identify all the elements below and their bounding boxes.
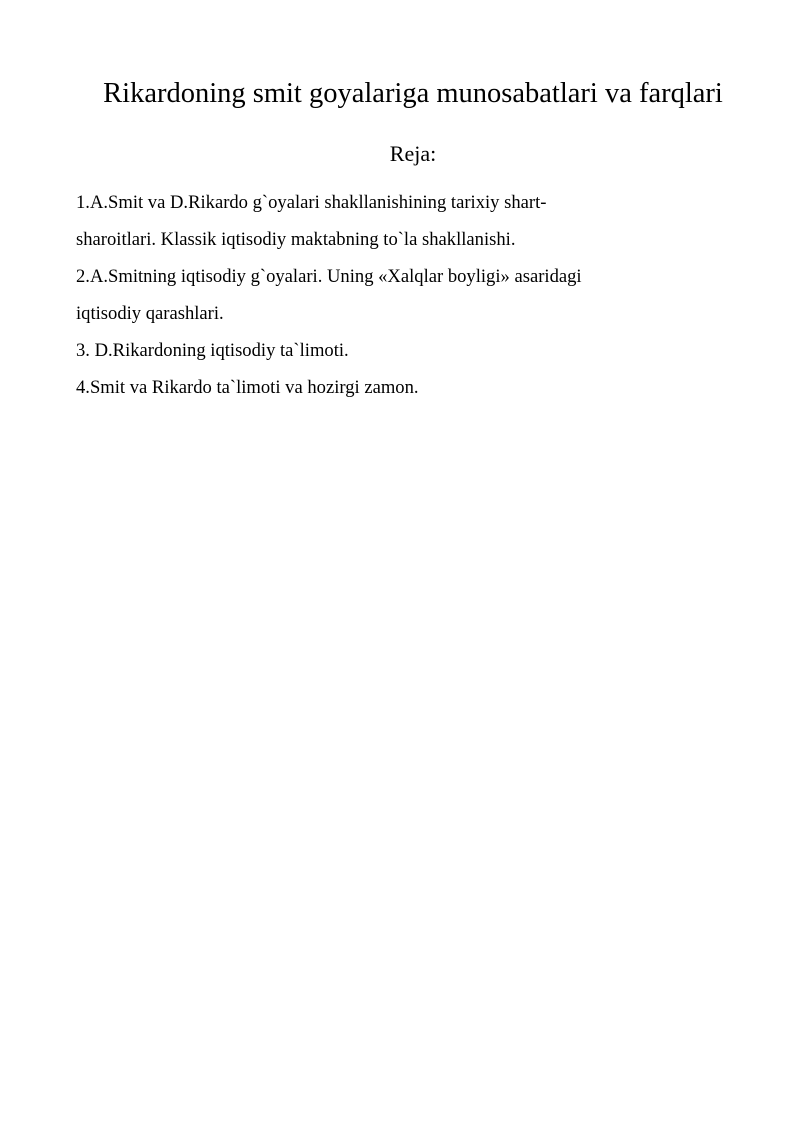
plan-item-1 xyxy=(76,184,756,258)
plan-heading: Reja: xyxy=(389,141,437,166)
plan-item-4 xyxy=(76,369,756,406)
plan-item-line: 4.Smit va Rikardo ta`limoti va hozirgi zamon. xyxy=(76,377,419,398)
plan-item-2 xyxy=(76,258,756,332)
plan-item-line: 1.A.Smit va D.Rikardo g`oyalari shakllanishining tarixiy shart- xyxy=(76,192,547,213)
plan-item-line: 3. D.Rikardoning iqtisodiy ta`limoti. xyxy=(76,340,349,361)
plan-item-line: 2.A.Smitning iqtisodiy g`oyalari. Uning «Xalqlar boyligi» asaridagi xyxy=(76,266,582,287)
plan-item-line: iqtisodiy qarashlari. xyxy=(76,303,224,324)
plan-item-line: sharoitlari. Klassik iqtisodiy maktabning to`la shakllanishi. xyxy=(76,229,516,250)
plan-list xyxy=(76,184,756,406)
document-title: Rikardoning smit goyalariga munosabatlari va farqlari xyxy=(103,78,723,109)
plan-item-3 xyxy=(76,332,756,369)
